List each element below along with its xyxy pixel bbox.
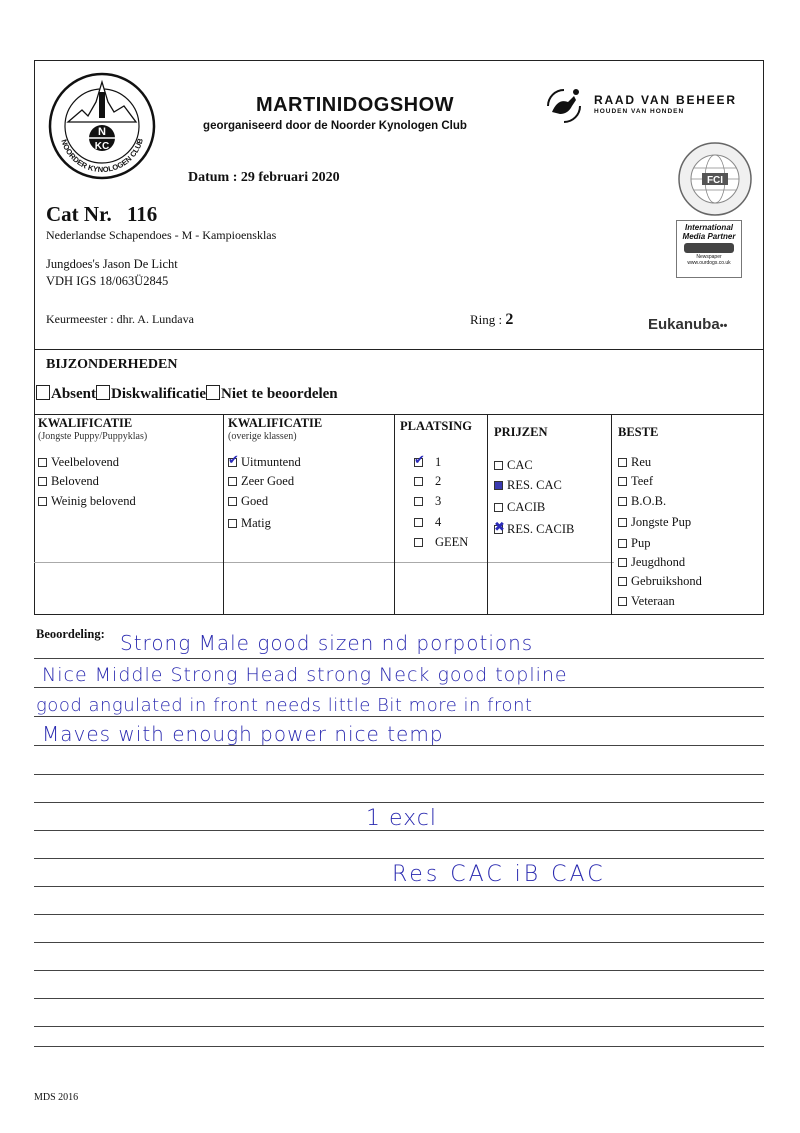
checkbox[interactable] [618, 497, 627, 506]
checkbox[interactable] [228, 497, 237, 506]
checkbox[interactable] [414, 538, 423, 547]
checkbox[interactable] [618, 597, 627, 606]
ring-number: 2 [505, 311, 514, 328]
option-label: 2 [435, 474, 442, 488]
option-pup[interactable] [618, 536, 650, 551]
option-label: Reu [631, 455, 652, 469]
media-partner-line2: Media Partner [682, 232, 736, 241]
option-belovend[interactable] [38, 474, 99, 489]
check-mark-icon: ✔ [414, 452, 425, 468]
absent-checkbox[interactable] [36, 385, 50, 400]
registration-number: VDH IGS 18/063Ü2845 [46, 274, 169, 288]
paw-icon: •• [719, 320, 728, 332]
option-res-cac[interactable] [494, 478, 562, 493]
cat-number: 116 [126, 202, 158, 226]
col-qual-puppy [38, 417, 147, 443]
checkbox[interactable] [618, 577, 627, 586]
cat-label: Cat Nr. [46, 202, 112, 226]
nkc-logo-ring-text: NOORDER KYNOLOGEN CLUB [59, 137, 145, 175]
option-place-geen[interactable] [414, 535, 468, 550]
nkc-logo [48, 72, 156, 180]
judgement-line-4: Maves with enough power nice temp [42, 722, 444, 746]
judgement-line-3: good angulated in front needs little Bit more in front [36, 695, 533, 716]
col-divider-3 [487, 414, 488, 615]
col-divider-4 [611, 414, 612, 615]
option-jongste-pup[interactable] [618, 515, 691, 530]
checkbox[interactable] [414, 497, 423, 506]
col-divider-1 [223, 414, 224, 615]
option-place-2[interactable] [414, 474, 441, 489]
option-label: Veelbelovend [51, 455, 120, 469]
option-label: Veteraan [631, 594, 675, 608]
ring-info [470, 311, 513, 329]
judgement-line-1: Strong Male good sizen nd porpotions [120, 631, 534, 655]
option-matig[interactable] [228, 516, 271, 531]
judgement-line-5: 1 excl [366, 806, 437, 831]
checkbox[interactable] [228, 477, 237, 486]
col-qual-other [228, 417, 322, 443]
dog-jump-icon [542, 84, 586, 128]
checkbox[interactable] [494, 461, 503, 470]
ruled-line [34, 998, 764, 999]
ruled-line [34, 942, 764, 943]
option-jeugdhond[interactable] [618, 555, 685, 570]
option-veelbelovend[interactable] [38, 455, 119, 470]
option-label: Jeugdhond [631, 555, 686, 569]
option-label: Belovend [51, 474, 99, 488]
option-label: RES. CACIB [507, 522, 575, 536]
checkbox[interactable] [414, 477, 423, 486]
ring-label: Ring : [470, 312, 503, 327]
option-label: Goed [241, 494, 269, 508]
option-label: Jongste Pup [631, 515, 692, 529]
judgement-label: Beoordeling: [36, 627, 105, 641]
option-weinig-belovend[interactable] [38, 494, 136, 509]
show-subtitle: georganiseerd door de Noorder Kynologen Club [203, 120, 467, 132]
option-label: 1 [435, 455, 442, 469]
col-prizes-heading: PRIJZEN [494, 425, 548, 439]
checkbox[interactable] [38, 458, 47, 467]
ruled-line [34, 716, 764, 717]
dog-name: Jungdoes's Jason De Licht [46, 257, 178, 271]
disqualification-label: Diskwalificatie [111, 386, 207, 402]
form-code: MDS 2016 [34, 1092, 79, 1103]
option-goed[interactable] [228, 494, 268, 509]
option-label: CACIB [507, 500, 546, 514]
option-reu[interactable] [618, 455, 651, 470]
option-teef[interactable] [618, 474, 653, 489]
option-label: RES. CAC [507, 478, 562, 492]
option-label: Weinig belovend [51, 494, 136, 508]
media-small-text: Newspaper [696, 254, 722, 260]
checkbox-checked[interactable] [228, 452, 239, 468]
col-qual-other-heading: KWALIFICATIE [228, 416, 323, 430]
checkbox[interactable] [618, 539, 627, 548]
col-qual-puppy-sub: (Jongste Puppy/Puppyklas) [38, 431, 148, 442]
option-label: B.O.B. [631, 494, 667, 508]
option-label: Uitmuntend [241, 455, 301, 469]
ruled-line [34, 687, 764, 688]
particulars-options [36, 386, 338, 403]
checkbox[interactable] [228, 519, 237, 528]
option-veteraan[interactable] [618, 594, 675, 609]
ruled-line [34, 1046, 764, 1047]
table-inner-line [34, 562, 614, 563]
checkbox[interactable] [38, 497, 47, 506]
checkbox[interactable] [618, 458, 627, 467]
ruled-line [34, 774, 764, 775]
check-mark-icon: ✔ [228, 452, 239, 468]
option-label: Gebruikshond [631, 574, 702, 588]
raad-van-beheer-logo [542, 84, 586, 133]
ruled-line [34, 1026, 764, 1027]
class-line: Nederlandse Schapendoes - M - Kampioensklas [46, 228, 277, 242]
media-url: www.ourdogs.co.uk [687, 260, 731, 266]
raad-van-beheer-name: RAAD VAN BEHEER [594, 93, 737, 107]
checkbox[interactable] [414, 518, 423, 527]
option-gebruikshond[interactable] [618, 574, 702, 589]
ruled-line [34, 914, 764, 915]
col-placement-heading: PLAATSING [400, 419, 473, 433]
not-judged-label: Niet te beoordelen [221, 386, 338, 402]
nkc-logo-kc: KC [94, 141, 110, 152]
media-partner-line1: International [684, 223, 733, 232]
eukanuba-text: Eukanuba [648, 316, 720, 333]
checkbox-checked[interactable] [494, 519, 505, 535]
option-zeer-goed[interactable] [228, 474, 294, 489]
col-qual-other-sub: (overige klassen) [228, 431, 297, 442]
nkc-logo-n: N [98, 126, 106, 138]
cat-number-line [46, 202, 157, 227]
option-label: GEEN [435, 535, 469, 549]
judgement-line-6: Res CAC iB CAC [392, 862, 606, 887]
option-place-1[interactable] [414, 452, 442, 470]
show-title: MARTINIDOGSHOW [255, 94, 455, 116]
ruled-line [34, 970, 764, 971]
fci-logo-text: FCI [706, 175, 724, 186]
our-dogs-logo [684, 243, 734, 253]
option-label: CAC [507, 458, 533, 472]
ruled-line [34, 802, 764, 803]
judge-name: Keurmeester : dhr. A. Lundava [46, 312, 194, 326]
checkbox-checked[interactable] [414, 452, 425, 468]
absent-label: Absent [51, 386, 97, 402]
media-partner-logo [676, 220, 742, 278]
eukanuba-logo [648, 316, 727, 333]
col-best-heading: BESTE [618, 425, 659, 439]
option-label: 4 [435, 515, 442, 529]
particulars-heading: BIJZONDERHEDEN [46, 357, 178, 372]
option-cacib[interactable] [494, 500, 545, 515]
col-qual-puppy-heading: KWALIFICATIE [38, 416, 133, 430]
option-label: 3 [435, 494, 442, 508]
col-divider-2 [394, 414, 395, 615]
ruled-line [34, 658, 764, 659]
disqualification-checkbox[interactable] [96, 385, 110, 400]
checkbox[interactable] [494, 503, 503, 512]
option-place-4[interactable] [414, 515, 441, 530]
table-top-line [34, 414, 764, 415]
option-cac[interactable] [494, 458, 533, 473]
ruled-line [34, 858, 764, 859]
option-bob[interactable] [618, 494, 666, 509]
checkbox[interactable] [618, 558, 627, 567]
cross-mark-icon: ✖ [494, 519, 505, 535]
option-label: Teef [631, 474, 654, 488]
checkbox[interactable] [618, 477, 627, 486]
header-divider [34, 349, 764, 350]
checkbox[interactable] [618, 518, 627, 527]
not-judged-checkbox[interactable] [206, 385, 220, 400]
show-date: Datum : 29 februari 2020 [188, 170, 340, 185]
option-label: Pup [631, 536, 651, 550]
option-label: Zeer Goed [241, 474, 295, 488]
option-place-3[interactable] [414, 494, 441, 509]
checkbox[interactable] [38, 477, 47, 486]
option-label: Matig [241, 516, 271, 530]
fci-logo [676, 140, 754, 218]
option-uitmuntend[interactable] [228, 452, 301, 470]
option-res-cacib[interactable] [494, 519, 575, 537]
raad-van-beheer-tagline: HOUDEN VAN HONDEN [594, 108, 685, 115]
judgement-line-2: Nice Middle Strong Head strong Neck good topline [42, 664, 568, 686]
checkbox-checked[interactable] [494, 481, 503, 490]
